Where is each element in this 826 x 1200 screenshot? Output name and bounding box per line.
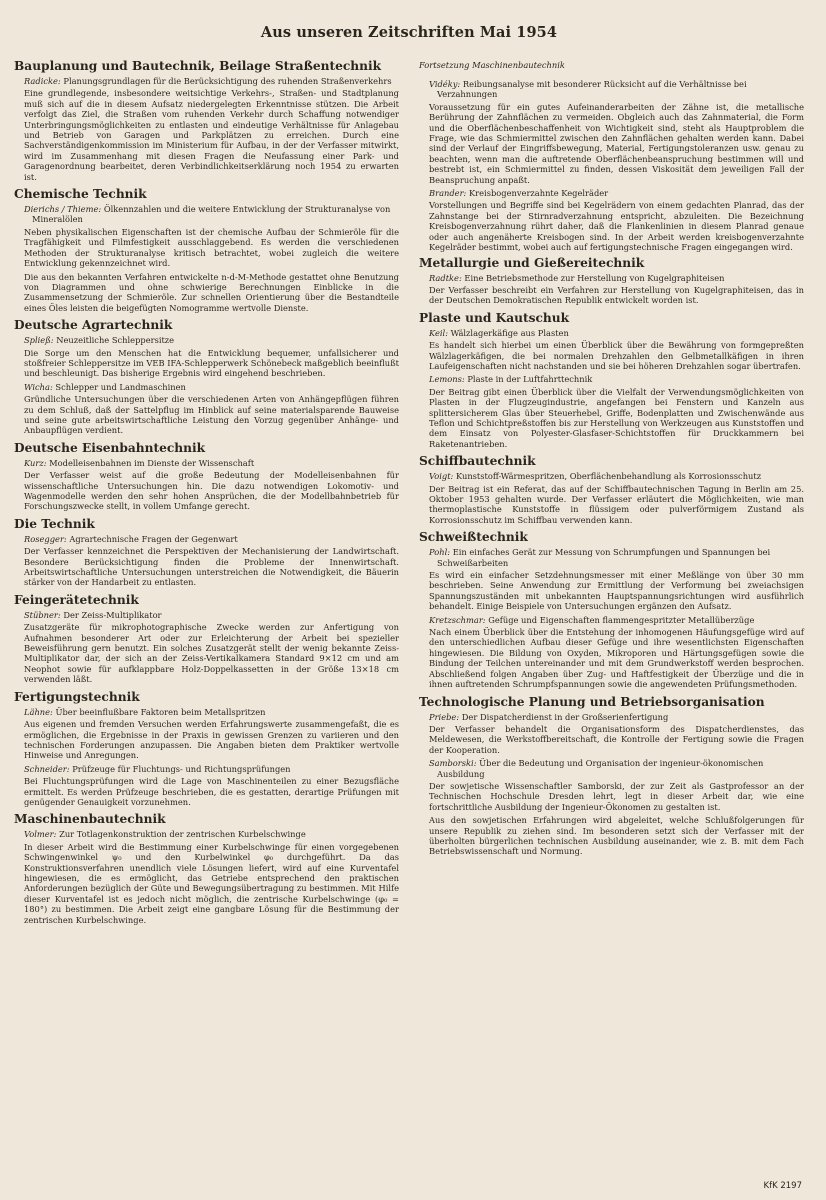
article-author: Pohl: — [429, 547, 451, 558]
article-abstract: Der Verfasser weist auf die große Bedeutung der Modelleisenbahnen für wissenschaftliche Untersuchungen hin. Die dazu notwendigen Lokomotiv- und Wagenmodelle werden den sehr hohen Ansprüchen, die der Modellbahnbetrieb für Forschungszwecke stellt, in vollem Umfange gerecht. — [24, 470, 399, 512]
article-title: Neuzeitliche Schleppersitze — [56, 335, 175, 346]
journal-heading: Technologische Planung und Betriebsorganisation — [419, 694, 765, 709]
journal-section — [419, 256, 804, 306]
article-author: Wicha: — [24, 381, 53, 392]
right-sections — [419, 256, 804, 857]
article-title: Agrartechnische Fragen der Gegenwart — [69, 533, 238, 544]
article-abstract: Zusatzgeräte für mikrophotographische Zwecke werden zur Anfertigung von Aufnahmen besonderer Art oder zur Erleichterung der Arbeit bei spezieller Beweisführung gern benutzt. Ein solches Zusatzgerät stellt der wenig bekannte Zeiss-Multiplikator dar, der sich an der Zeiss-Vertikalkamera Standard 9×12 cm und am Neophot sowie für aufklappbare Holz-Doppelkassetten in der Größe 13×18 cm verwenden läßt. — [24, 622, 399, 685]
article-title: Gefüge und Eigenschaften flammengespritzter Metallüberzüge — [488, 614, 755, 625]
article-abstract: Die aus den bekannten Verfahren entwickelte n-d-M-Methode gestattet ohne Benutzung von Diagrammen und ohne schwierige Berechnungen Einblicke in die Zusammensetzung der Schmieröle. Zur schnellen Orientierung über die Bestandteile eines Öles leisten die beigefügten Nomogramme wertvolle Dienste. — [24, 271, 399, 313]
article-reference — [14, 76, 399, 86]
article-author: Brander: — [429, 188, 467, 199]
continued-items — [419, 79, 804, 253]
article-abstract: Nach einem Überblick über die Entstehung der inhomogenen Häufungsgefüge wird auf den unterschiedlichen Aufbau dieser Gefüge und ihre wesentlichsten Eigenschaften hingewiesen. Die Bildung von Oxyden, Mikroporen und Härtungsgefügen sowie die Bindung der Teilchen untereinander und mit dem Grundwerkstoff werden besprochen. Abschließend folgen Angaben über Zug- und Haftfestigkeit der Überzüge und die in ihnen auftretenden Schrumpfspannungen sowie die angewendeten Prüfungsmethoden. — [429, 627, 804, 690]
article-title: Zur Totlagenkonstruktion der zentrischen Kurbelschwinge — [59, 829, 306, 840]
article-author: Kretzschmar: — [429, 614, 486, 625]
article-title: Modelleisenbahnen im Dienste der Wissenschaft — [49, 457, 255, 468]
journal-section — [419, 454, 804, 525]
article-abstract: Der Beitrag gibt einen Überblick über die Vielfalt der Verwendungsmöglichkeiten von Plasten in der Flugzeugindustrie, angefangen bei Fenstern und Kanzeln aus splittersicherem Glas über Steuerhebel, Griffe, Bodenplatten und Zwischenwände aus Teflon und Schichtpreßstoffen bis zur Herstellung von Werkzeugen aus Kunststoffen und dem Einsatz von Polyester-Glasfaser-Schichtstoffen für Druckkammern bei Raketenantrieben. — [429, 386, 804, 449]
journal-section — [14, 690, 399, 808]
article-reference — [419, 471, 804, 481]
article-title: Planungsgrundlagen für die Berücksichtigung des ruhenden Straßenverkehrs — [63, 76, 392, 86]
journal-section — [419, 695, 804, 857]
journal-heading: Schiffbautechnik — [419, 454, 536, 469]
article-reference — [14, 382, 399, 392]
article-author: Voigt: — [429, 471, 454, 482]
journal-heading: Fertigungstechnik — [14, 689, 140, 704]
article-abstract: Der Verfasser beschreibt ein Verfahren zur Herstellung von Kugelgraphiteisen, das in der Deutschen Demokratischen Republik entwickelt worden ist. — [429, 284, 804, 306]
article-abstract: Bei Fluchtungsprüfungen wird die Lage von Maschinenteilen zu einer Bezugsfläche ermittelt. Es werden Prüfzeuge beschrieben, die es gestatten, derartige Prüfungen mit genügender Genauigkeit vorzunehmen. — [24, 776, 399, 807]
article-reference — [419, 615, 804, 625]
article-reference — [14, 458, 399, 468]
article-reference — [419, 712, 804, 722]
article-title: Schlepper und Landmaschinen — [55, 381, 186, 392]
journal-section — [14, 318, 399, 436]
left-column — [14, 59, 399, 930]
continuation-note: Fortsetzung Maschinenbautechnik — [419, 60, 565, 70]
article-abstract: Aus eigenen und fremden Versuchen werden Erfahrungswerte zusammengefaßt, die es ermöglichen, die Ergebnisse in der Praxis in gewissen Grenzen zu variieren und den technischen Forderungen anzupassen. Die Angaben bieten dem Praktiker wertvolle Hinweise und Anregungen. — [24, 719, 399, 761]
article-title: Der Dispatcherdienst in der Großserienfertigung — [461, 711, 669, 722]
article-reference — [419, 758, 804, 779]
columns — [14, 59, 804, 930]
journal-section — [14, 593, 399, 685]
article-abstract: Voraussetzung für ein gutes Aufeinanderarbeiten der Zähne ist, die metallische Berührung der Zahnflächen zu vermeiden. Obgleich auch das Zahnmaterial, die Form und die Oberflächenbeschaffenheit von Wichtigkeit sind, steht als Hauptproblem die Frage, wie das Schmiermittel zwischen den Zahnflächen gehalten werden kann. Dabei sind der Verlauf der Eingriffsbewegung, Material, Fertigungstoleranzen usw. genau zu beachten, wenn man die auftretende Oberflächenbeanspruchung bestimmen will und bestrebt ist, ein Schmiermittel zu finden, dessen Viskosität dem jeweiligen Fall der Beanspruchung anpaßt. — [429, 101, 804, 185]
article-abstract: Neben physikalischen Eigenschaften ist der chemische Aufbau der Schmieröle für die Tragfähigkeit und Filmfestigkeit ausschlaggebend. Es werden die verschiedenen Methoden der Strukturanalyse kritisch betrachtet, wobei zugleich die weitere Entwicklung gekennzeichnet wird. — [24, 226, 399, 269]
article-abstract: Der Beitrag ist ein Referat, das auf der Schiffbautechnischen Tagung in Berlin am 25. Oktober 1953 gehalten wurde. Der Verfasser erläutert die Möglichkeiten, wie man thermoplastische Kunststoffe in flüssigem oder pulverförmigem Zustand als Korrosionsschutz im Schiffbau verwenden kann. — [429, 483, 804, 525]
article-abstract: Es wird ein einfacher Setzdehnungsmesser mit einer Meßlänge von über 30 mm beschrieben. Seine Anwendung zur Ermittlung der Verformung bei zweiachsigen Spannungszuständen mit unbekannten Hauptspannungsrichtungen wird ausführlich behandelt. Einige Beispiele von Untersuchungen ergänzen den Aufsatz. — [429, 570, 804, 612]
article-abstract: Vorstellungen und Begriffe sind bei Kegelrädern von einem gedachten Planrad, das der Zahnstange bei der Stirnradverzahnung entspricht, abzuleiten. Die Bezeichnung Kreisbogenverzahnung rührt daher, daß die Flankenlinien in diesem Planrad genaue oder auch angenäherte Kreisbogen sind. In der Arbeit werden kreisbogenverzahnte Kegelräder bestimmt, wobei auch auf fertigungstechnische Fragen eingegangen wird. — [429, 200, 804, 253]
article-author: Samborski: — [429, 758, 477, 769]
article-title: Kreisbogenverzahnte Kegelräder — [468, 188, 609, 199]
article-title: Reibungsanalyse mit besonderer Rücksicht auf die Verhältnisse bei Verzahnungen — [437, 79, 747, 100]
article-reference — [14, 335, 399, 345]
article-title: Wälzlagerkäfige aus Plasten — [450, 327, 569, 338]
article-reference — [14, 707, 399, 717]
article-author: Lemons: — [429, 374, 465, 385]
article-reference — [419, 188, 804, 198]
journal-heading: Maschinenbautechnik — [14, 812, 166, 827]
article-abstract: Aus den sowjetischen Erfahrungen wird abgeleitet, welche Schlußfolgerungen für unsere Republik zu ziehen sind. Im besonderen setzt sich der Verfasser mit der überholten bürgerlichen technischen Ausbildung auseinander, wie z. B. mit dem Fach Betriebswissenschaft und Normung. — [429, 815, 804, 857]
journal-section — [419, 530, 804, 689]
article-abstract: Die Sorge um den Menschen hat die Entwicklung bequemer, unfallsicherer und stoßfreier Schleppersitze im VEB IFA-Schlepperwerk Schönebeck maßgeblich beeinflußt und beschleunigt. Das bisherige Ergebnis wird eingehend beschrieben. — [24, 347, 399, 379]
article-reference — [14, 610, 399, 620]
right-column — [419, 59, 804, 930]
journal-heading: Plaste und Kautschuk — [419, 310, 570, 325]
journal-heading: Metallurgie und Gießereitechnik — [419, 255, 645, 270]
journal-heading: Deutsche Eisenbahntechnik — [14, 440, 206, 455]
article-abstract: Gründliche Untersuchungen über die verschiedenen Arten von Anhängepflügen führen zu dem Schluß, daß der Sattelpflug im Hinblick auf seine materialsparende Bauweise und seine gute arbeitswirtschaftliche Leistung den Vorzug gegenüber Anhänge- und Anbaupflügen verdient. — [24, 394, 399, 436]
article-title: Prüfzeuge für Fluchtungs- und Richtungsprüfungen — [72, 763, 291, 774]
article-author: Radtke: — [429, 272, 462, 283]
article-reference — [14, 764, 399, 774]
article-abstract: Es handelt sich hierbei um einen Überblick über die Bewährung von formgepreßten Wälzlagerkäfigen, die bei normalen Drehzahlen den Gelbmetallkäfigen in ihren Laufeigenschaften nicht nachstanden und sie bei höheren Drehzahlen sogar übertrafen. — [429, 340, 804, 371]
article-reference — [419, 547, 804, 568]
article-abstract: Der Verfasser kennzeichnet die Perspektiven der Mechanisierung der Landwirtschaft. Besondere Berücksichtigung finden die Probleme der Innenwirtschaft. Arbeitswirtschaftliche Untersuchungen unterstreichen die Notwendigkeit, die Bäuerin stärker von der Handarbeit zu entlasten. — [24, 546, 399, 588]
article-title: Über beeinflußbare Faktoren beim Metallspritzen — [55, 706, 266, 717]
article-author: Schneider: — [24, 763, 70, 774]
article-author: Kurz: — [24, 457, 47, 468]
article-title: Plaste in der Luftfahrttechnik — [467, 374, 593, 385]
article-reference — [419, 328, 804, 338]
article-abstract: Der sowjetische Wissenschaftler Samborski, der zur Zeit als Gastprofessor an der Technischen Hochschule Dresden lehrt, legt in dieser Arbeit dar, wie eine fortschrittliche Ausbildung der Ingenieur-Ökonomen zu gestalten ist. — [429, 780, 804, 812]
journal-section — [14, 812, 399, 925]
article-author: Priebe: — [429, 711, 460, 722]
article-title: Kunststoff-Wärmespritzen, Oberflächenbehandlung als Korrosionsschutz — [455, 471, 762, 482]
article-author: Radicke: — [24, 76, 61, 86]
article-author: Stübner: — [24, 609, 61, 620]
journal-section — [14, 517, 399, 588]
article-author: Keil: — [429, 327, 448, 338]
journal-heading: Feingerätetechnik — [14, 592, 139, 607]
article-reference — [14, 829, 399, 839]
catalog-number: KfK 2197 — [763, 1181, 802, 1191]
article-author: Rosegger: — [24, 533, 67, 544]
journal-section — [14, 441, 399, 512]
article-abstract: Der Verfasser behandelt die Organisationsform des Dispatcherdienstes, das Meldewesen, die Werkstoffbereitschaft, die Kontrolle der Fertigung sowie die Fragen der Kooperation. — [429, 723, 804, 755]
article-author: Spließ: — [24, 335, 54, 346]
article-reference — [419, 374, 804, 384]
article-reference — [419, 273, 804, 283]
article-title: Ölkennzahlen und die weitere Entwicklung der Strukturanalyse von Mineralölen — [32, 204, 391, 225]
article-title: Der Zeiss-Multiplikator — [63, 609, 162, 620]
article-abstract: Eine grundlegende, insbesondere weitsichtige Verkehrs-, Straßen- und Stadtplanung muß sich auf die in diesem Aufsatz niedergelegten Erkenntnisse stützen. Die Arbeit verfolgt das Ziel, die Straßen vom ruhenden Verkehr durch Schaffung notwendiger Unterbringungsmöglichkeiten zu entlasten und eindeutige Verhältnisse für Anlagebau und Betrieb von Garagen und Parkplätzen zu erreichen. Durch eine Sachverständigenkommission im Ministerium für Aufbau, in der der Verfasser mitwirkt, wird im Zusammenhang mit diesen Fragen die Neufassung einer Park- und Garagenordnung bearbeitet, deren Verbindlichkeitserklärung noch 1954 zu erwarten ist. — [24, 88, 399, 182]
article-title: Ein einfaches Gerät zur Messung von Schrumpfungen und Spannungen bei Schweißarbeiten — [437, 547, 771, 568]
journal-heading: Die Technik — [14, 516, 95, 531]
journal-section — [14, 187, 399, 313]
journal-section — [419, 311, 804, 449]
journal-heading: Bauplanung und Bautechnik, Beilage Straßentechnik — [14, 59, 382, 73]
article-reference — [14, 204, 399, 225]
article-reference — [14, 534, 399, 544]
article-author: Lähne: — [24, 706, 53, 717]
article-author: Dierichs / Thieme: — [24, 204, 102, 215]
article-title: Eine Betriebsmethode zur Herstellung von Kugelgraphiteisen — [464, 272, 725, 283]
page-title: Aus unseren Zeitschriften Mai 1954 — [260, 24, 558, 41]
journal-heading: Schweißtechnik — [419, 530, 528, 545]
article-reference — [419, 79, 804, 100]
journal-section — [14, 59, 399, 182]
article-title: Über die Bedeutung und Organisation der ingenieur-ökonomischen Ausbildung — [437, 758, 764, 779]
article-abstract: In dieser Arbeit wird die Bestimmung einer Kurbelschwinge für einen vorgegebenen Schwingenwinkel ψ₀ und den Kurbelwinkel φ₀ durchgeführt. Da das Konstruktionsverfahren unendlich viele Lösungen liefert, wird auf eine Kurventafel hingewiesen, die es ermöglicht, das Getriebe entsprechend den praktischen Anforderungen bezüglich der Güte und Bewegungsübertragung zu bestimmen. Mit Hilfe dieser Kurventafel ist es jedoch nicht möglich, die zentrische Kurbelschwinge (φ₀ = 180°) zu bestimmen. Die Arbeit zeigt eine gangbare Lösung für die Bestimmung der zentrischen Kurbelschwinge. — [24, 841, 399, 925]
journal-heading: Deutsche Agrartechnik — [14, 318, 173, 333]
article-author: Volmer: — [24, 829, 57, 840]
journal-heading: Chemische Technik — [14, 187, 147, 202]
article-author: Vidéky: — [429, 79, 461, 89]
